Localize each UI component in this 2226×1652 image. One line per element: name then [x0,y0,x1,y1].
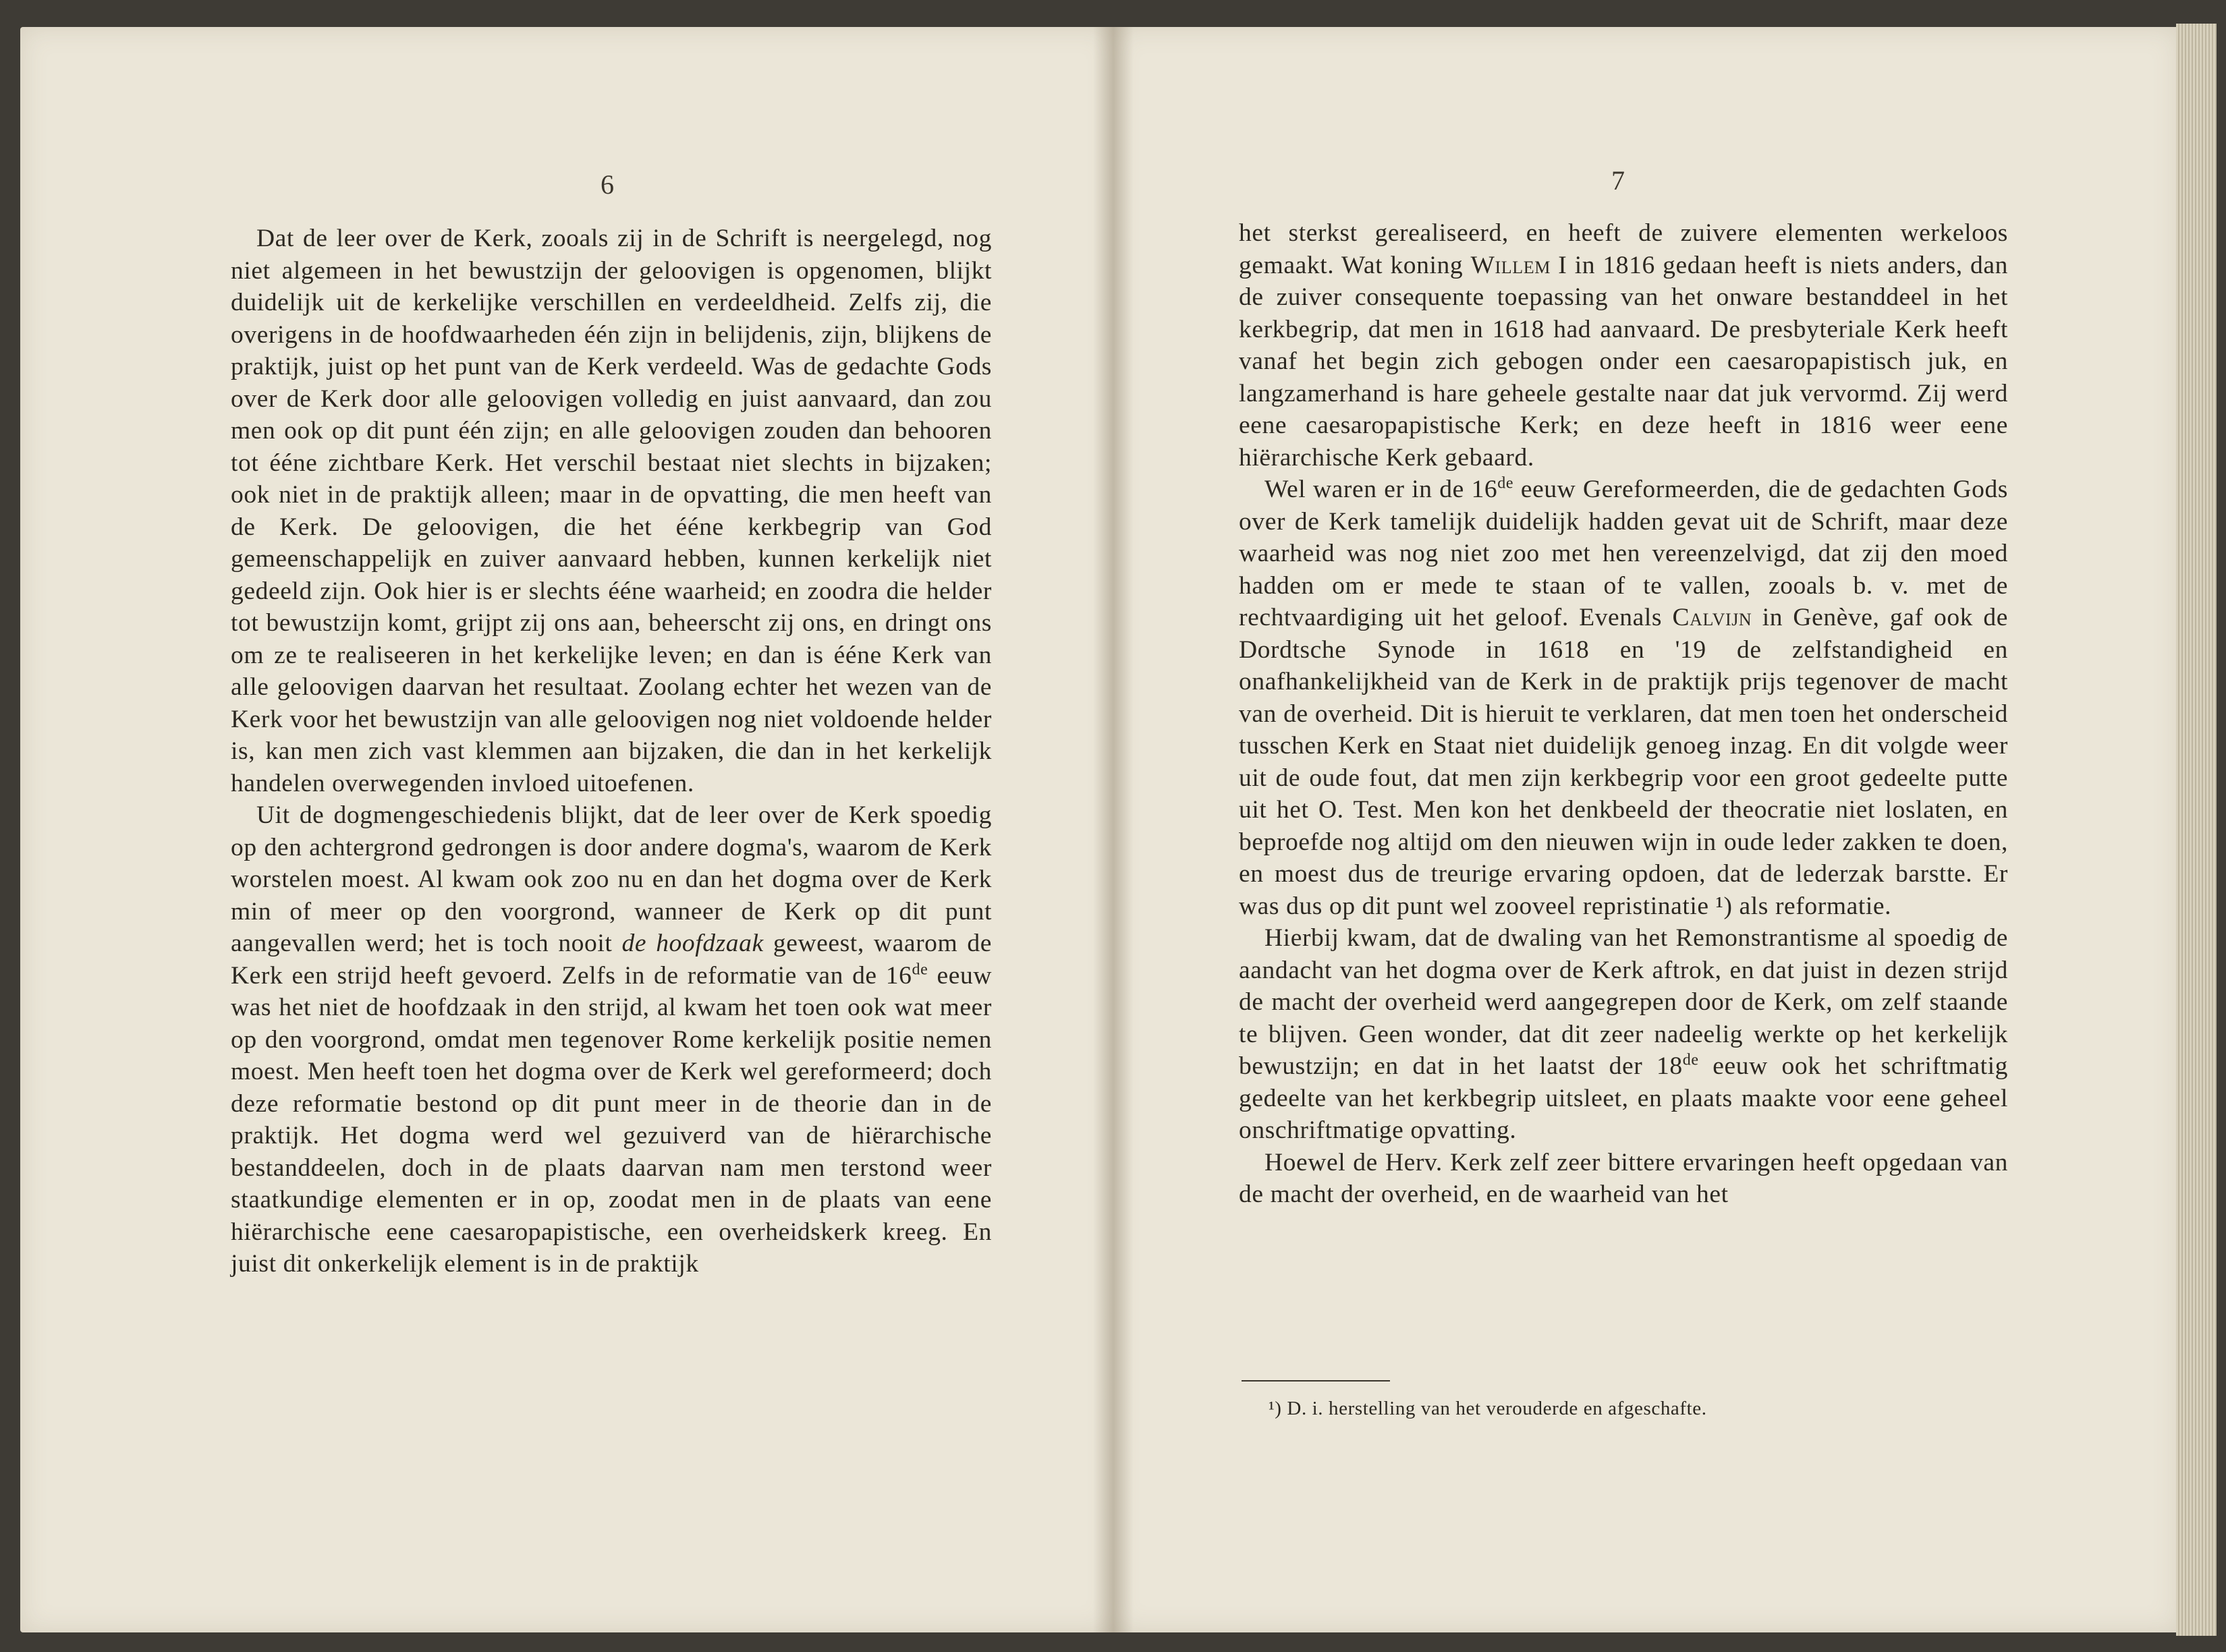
right-page-number: 7 [1611,165,1625,196]
text-run: Hierbij kwam, dat de dwaling van het Remonstrantisme al spoedig de aandacht van het dogma over de Kerk aftrok, en dat juist in dezen strijd de macht der overheid werd aangegrepen door de Kerk, om zelf staande te blijven. Geen wonder, dat dit zeer nadeelig werkte op het kerkelijk bewustzijn; en dat in het laatst der 18 [1239,924,2008,1080]
text-run: Uit de dogmengeschiedenis blijkt, dat de leer over de Kerk spoedig op den achtergrond gedrongen is door andere dogma's, waarom de Kerk worstelen moest. Al kwam ook zoo nu en dan het dogma over de Kerk min of meer op den voorgrond, wanneer de Kerk op dit punt aangevallen werd; het is toch nooit [231,801,992,957]
left-page-number: 6 [601,169,614,200]
right-paragraph-4: Hoewel de Herv. Kerk zelf zeer bittere ervaringen heeft opgedaan van de macht der overheid, en de waarheid van het [1239,1148,2008,1208]
small-caps-name: Calvijn [1672,604,1752,631]
text-run: geweest, waarom de Kerk een strijd heeft gevoerd. Zelfs in de reformatie van de 16 [231,930,992,990]
text-run: in Genève, gaf ook de Dordtsche Synode in 1618 en '19 de zelfstandigheid en onafhankelijkheid van de Kerk in de praktijk prijs tegenover de macht van de overheid. Dit is hieruit te verklaren, dat men toen het onderscheid tusschen Kerk en Staat niet duidelijk genoeg inzag. En dit volgde weer uit de oude fout, dat men zijn kerkbegrip voor een groot gedeelte putte uit het O. Test. Men kon het denkbeeld der theocratie niet loslaten, en beproefde nog altijd om den nieuwen wijn in oude leder zakken te doen, en moest dus de treurige ervaring opdoen, dat de lederzak barstte. Er was dus op dit punt wel zooveel repristinatie [1239,604,2008,920]
right-paragraph-1 [1239,217,2008,474]
footnote-marker: ¹) [1715,892,1733,920]
left-paragraph-1: Dat de leer over de Kerk, zooals zij in de Schrift is neergelegd, nog niet algemeen in het bewustzijn der geloovigen is opgenomen, blijkt duidelijk uit de kerkelijke verschillen en verdeeldheid. Zelfs zij, die overigens in de hoofdwaarheden één zijn in belijdenis, zijn, blijkens de praktijk, juist op het punt van de Kerk verdeeld. Was de gedachte Gods over de Kerk door alle geloovigen volledig en juist aanvaard, dan zou men ook op dit punt één zijn; en alle geloovigen zouden dan behooren tot ééne zichtbare Kerk. Het verschil bestaat niet slechts in bijzaken; ook niet in de praktijk alleen; maar in de opvatting, die men heeft van de Kerk. De geloovigen, die het ééne kerkbegrip van God gemeenschappelijk en zuiver aanvaard hebben, kunnen kerkelijk niet gedeeld zijn. Ook hier is er slechts ééne waarheid; en zoodra die helder tot bewustzijn komt, grijpt zij ons aan, beheerscht zij ons, en dringt ons om ze te realiseeren in het kerkelijke leven; en dan is ééne Kerk van alle geloovigen daarvan het resultaat. Zoolang echter het wezen van de Kerk voor het bewustzijn van alle geloovigen nog niet voldoende helder is, kan men zich vast klemmen aan bijzaken, die dan in het kerkelijk handelen overwegenden invloed uitoefenen. [231,225,992,797]
right-paragraph-3 [1239,922,2008,1147]
superscript: de [912,961,928,978]
superscript: de [1497,474,1514,492]
text-run: eeuw Gereformeerden, die de gedachten Gods over de Kerk tamelijk duidelijk hadden gevat uit de Schrift, maar deze waarheid was nog niet zoo met hen vereenzelvigd, dat zij den moed hadden om er mede te staan of te vallen, zooals b. v. met de rechtvaardiging uit het geloof. Evenals [1239,476,2008,631]
text-run: I in 1816 gedaan heeft is niets anders, dan de zuiver consequente toepassing van het onware bestanddeel in het kerkbegrip, dat men in 1618 had aanvaard. De presbyteriale Kerk heeft vanaf het begin zich gebogen onder een caesaropapistisch juk, en langzamerhand is hare geheele gestalte naar dat juk vervormd. Zij werd eene caesaropapistische Kerk; en deze heeft in 1816 weer eene hiërarchische Kerk gebaard. [1239,251,2008,472]
left-paragraph-2 [231,799,992,1280]
footnote: ¹) D. i. herstelling van het verouderde en afgeschafte. [1269,1398,1707,1419]
text-run: eeuw ook het schriftmatig gedeelte van het kerkbegrip uitsleet, en plaats maakte voor eene geheel onschriftmatige opvatting. [1239,1052,2008,1144]
text-run: het sterkst gerealiseerd, en heeft de zuivere elementen werkeloos gemaakt. Wat koning [1239,219,2008,279]
text-run: Wel waren er in de 16 [1264,476,1498,503]
right-page-text [1239,217,2008,1211]
footnote-divider [1242,1380,1390,1382]
text-run: als reformatie. [1732,892,1892,920]
small-caps-name: Willem [1470,251,1551,279]
left-page-text [231,223,992,1280]
italic-text: de hoofdzaak [621,930,764,957]
page-edges [2176,24,2217,1636]
book-gutter [1093,27,1134,1632]
superscript: de [1682,1051,1699,1069]
text-run: eeuw was het niet de hoofdzaak in den strijd, al kwam het toen ook wat meer op den voorgrond, omdat men tegenover Rome kerkelijk positie nemen moest. Men heeft toen het dogma over de Kerk wel gereformeerd; doch deze reformatie bestond op dit punt meer in de theorie dan in de praktijk. Het dogma werd wel gezuiverd van de hiërarchische bestanddeelen, doch in de plaats daarvan nam men terstond weer staatkundige elementen er in op, zoodat men in de plaats van eene hiërarchische eene caesaropapistische, een overheidskerk kreeg. En juist dit onkerkelijk element is in de praktijk [231,961,992,1278]
right-paragraph-2 [1239,474,2008,922]
